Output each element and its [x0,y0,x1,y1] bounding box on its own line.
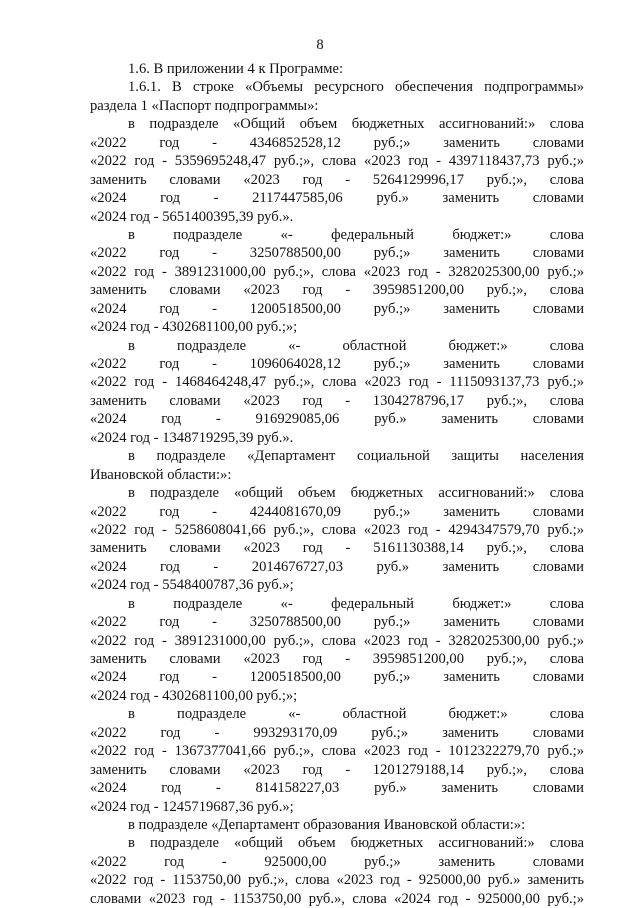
text-line: «2024 год - 1200518500,00 руб.;» заменить словами [90,300,584,317]
text-line: заменить словами «2023 год - 1304278796,17 руб.;», слова [90,392,584,409]
document-body [90,60,584,908]
text-line: в подразделе «общий объем бюджетных ассигнований:» слова [128,485,584,502]
text-line: «2022 год - 1096064028,12 руб.;» заменить словами [90,356,584,372]
text-line: словами «2023 год - 1153750,00 руб.», слова «2024 год - 925000,00 руб.;» [90,890,584,907]
text-line: раздела 1 «Паспорт подпрограммы»: [90,97,319,114]
text-line: в подразделе «- областной бюджет:» слова [128,706,584,723]
text-line: заменить словами «2023 год - 1201279188,14 руб.;», слова [90,761,584,778]
text-line: «2024 год - 4302681100,00 руб.;»; [90,687,298,704]
text-line: в подразделе «- областной бюджет:» слова [128,337,584,354]
text-line: заменить словами «2023 год - 3959851200,00 руб.;», слова [90,282,584,299]
text-line: в подразделе «общий объем бюджетных ассигнований:» слова [128,835,584,852]
text-line: «2024 год - 1200518500,00 руб.;» заменить словами [90,669,584,686]
text-line: заменить словами «2023 год - 5264129996,17 руб.;», слова [90,171,584,188]
text-line: заменить словами «2023 год - 3959851200,00 руб.;», слова [90,651,584,667]
text-line: 1.6. В приложении 4 к Программе: [128,61,344,77]
text-line: 1.6.1. В строке «Объемы ресурсного обеспечения подпрограммы» [128,79,584,96]
text-line: в подразделе «Департамент социальной защиты населения [128,448,584,465]
text-line: в подразделе «- федеральный бюджет:» слова [128,226,584,243]
text-line: «2024 год - 1245719687,36 руб.»; [90,798,294,815]
text-line: «2022 год - 3891231000,00 руб.;», слова «2023 год - 3282025300,00 руб.;» [90,263,584,280]
text-line: Ивановской области:»: [90,466,232,483]
text-line: «2022 год - 993293170,09 руб.;» заменить словами [90,724,584,741]
text-line: «2024 год - 5548400787,36 руб.»; [90,577,294,594]
text-line: «2022 год - 3891231000,00 руб.;», слова «2023 год - 3282025300,00 руб.;» [90,632,584,649]
text-line: «2022 год - 1367377041,66 руб.;», слова «2023 год - 1012322279,70 руб.;» [90,743,584,760]
text-line: «2022 год - 925000,00 руб.;» заменить словами [90,853,584,870]
text-line: «2022 год - 3250788500,00 руб.;» заменить словами [90,614,584,631]
text-line: «2024 год - 5651400395,39 руб.». [90,208,294,225]
text-line: «2022 год - 3250788500,00 руб.;» заменить словами [90,245,584,262]
text-line: «2022 год - 1468464248,47 руб.;», слова «2023 год - 1115093137,73 руб.;» [90,374,584,391]
text-line: «2022 год - 4244081670,09 руб.;» заменить словами [90,503,584,520]
text-line: заменить словами «2023 год - 5161130388,14 руб.;», слова [90,540,584,557]
text-line: «2022 год - 4346852528,12 руб.;» заменить словами [90,134,584,151]
text-line: «2024 год - 916929085,06 руб.» заменить словами [90,411,584,428]
page-number: 8 [316,37,324,53]
text-line: «2024 год - 4302681100,00 руб.;»; [90,319,298,336]
text-line: «2024 год - 814158227,03 руб.» заменить словами [90,780,584,797]
text-line: «2024 год - 2117447585,06 руб.» заменить словами [90,190,584,207]
text-line: «2022 год - 5359695248,47 руб.;», слова «2023 год - 4397118437,73 руб.;» [90,153,584,170]
text-line: в подразделе «Департамент образования Ивановской области:»: [128,816,526,833]
text-line: «2022 год - 5258608041,66 руб.;», слова «2023 год - 4294347579,70 руб.;» [90,521,584,538]
text-line: в подразделе «- федеральный бюджет:» слова [128,595,584,612]
text-line: «2024 год - 1348719295,39 руб.». [90,429,294,446]
text-line: «2024 год - 2014676727,03 руб.» заменить словами [90,558,584,575]
text-line: в подразделе «Общий объем бюджетных ассигнований:» слова [128,116,584,133]
text-line: «2022 год - 1153750,00 руб.;», слова «2023 год - 925000,00 руб.» заменить [90,872,584,889]
